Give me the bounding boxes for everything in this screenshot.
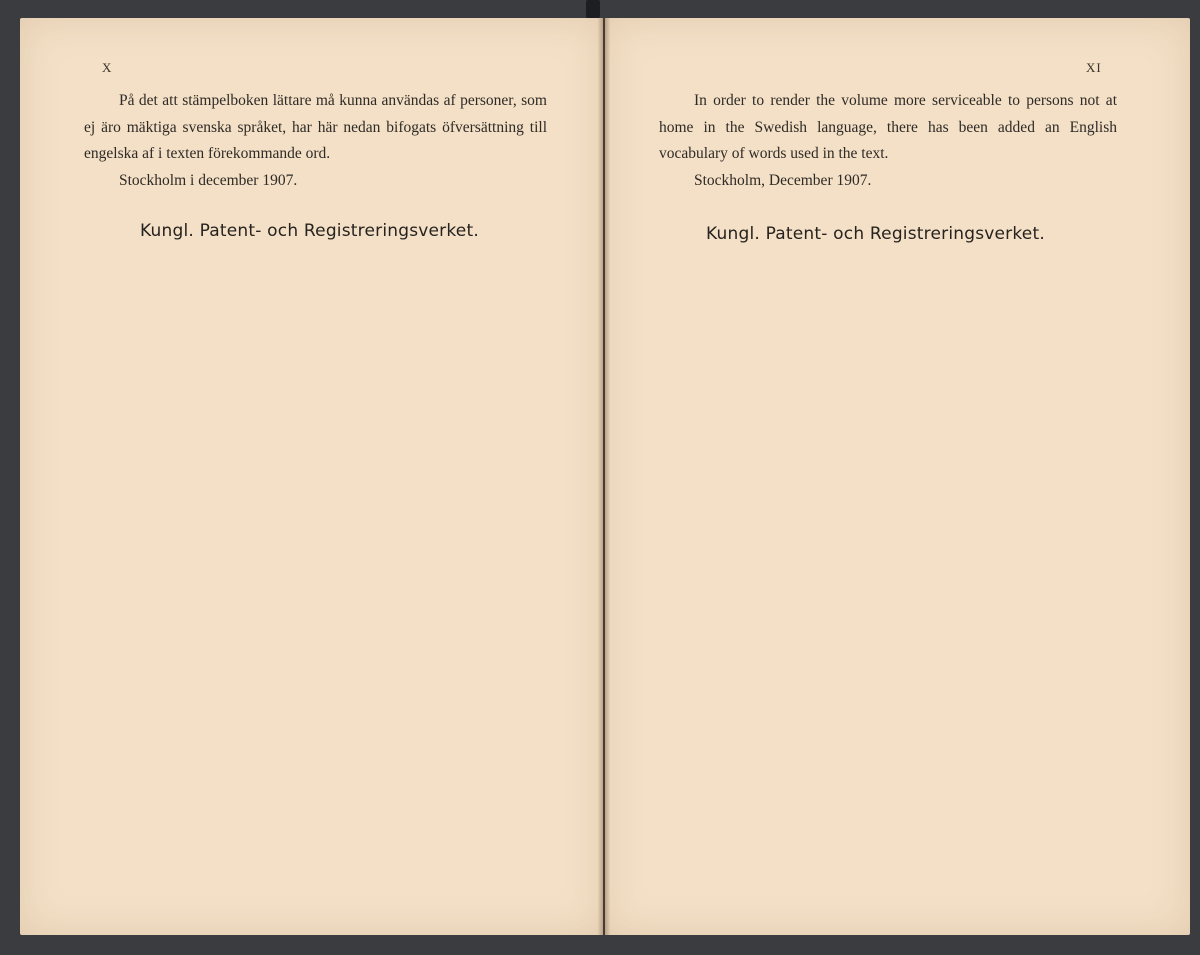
body-text [84, 88, 547, 194]
paragraph: På det att stämpelboken lättare må kunna användas af personer, som ej äro mäktiga svenska språket, har här nedan bifogats öfversättning till engelska af i texten förekommande ord. [84, 92, 547, 162]
signature: Kungl. Patent- och Registreringsverket. [140, 221, 479, 241]
right-page [605, 18, 1190, 935]
place-date: Stockholm, December 1907. [694, 171, 872, 189]
left-page [20, 18, 603, 935]
signature: Kungl. Patent- och Registreringsverket. [706, 224, 1045, 244]
page-number: XI [1086, 60, 1102, 75]
paragraph: In order to render the volume more serviceable to persons not at home in the Swedish language, there has been added an English vocabulary of words used in the text. [659, 92, 1117, 162]
binding-clip [586, 0, 600, 18]
book-gutter [598, 18, 610, 935]
place-date: Stockholm i december 1907. [119, 171, 298, 189]
body-text [659, 88, 1117, 194]
page-number: X [102, 60, 113, 75]
